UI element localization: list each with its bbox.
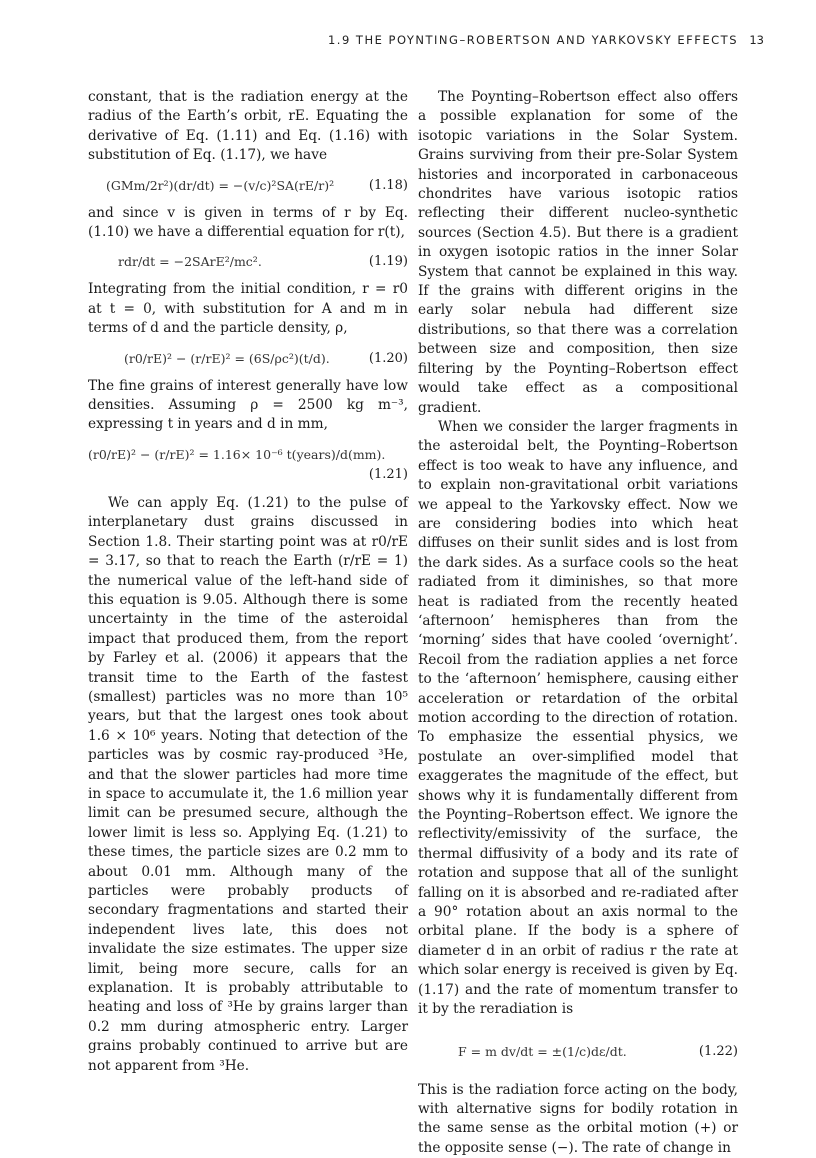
right-column bbox=[418, 88, 738, 1158]
equation-1-21 bbox=[88, 445, 408, 485]
equation-expression: F = m dv/dt = ±(1/c)dε/dt. bbox=[458, 1042, 627, 1061]
paragraph: We can apply Eq. (1.21) to the pulse of interplanetary dust grains discussed in Section 1.8. Their starting point was at r0/rE = 3.17, so that to reach the Earth (r/rE = 1) the numerical value of the left-hand side of this equation is 9.05. Although there is some uncertainty in the time of the asteroidal impact that produced them, from the report by Farley et al. (2006) it appears that the transit time to the Earth of the fastest (smallest) particles was no more than 10⁵ years, but that the largest ones took about 1.6 × 10⁶ years. Noting that detection of the particles was by cosmic ray-produced ³He, and that the slower particles had more time in space to accumulate it, the 1.6 million year limit can be presumed secure, although the lower limit is less so. Applying Eq. (1.21) to these times, the particle sizes are 0.2 mm to about 0.01 mm. Although many of the particles were probably products of secondary fragmentations and started their independent lives late, this does not invalidate the size estimates. The upper size limit, being more secure, calls for an explanation. It is probably attributable to heating and loss of ³He by grains larger than 0.2 mm during atmospheric entry. Larger grains probably continued to arrive but are not apparent from ³He. bbox=[88, 494, 408, 1076]
equation-expression: (r0/rE)² − (r/rE)² = (6S/ρc²)(t/d). bbox=[124, 349, 330, 368]
equation-number: (1.20) bbox=[369, 349, 408, 368]
equation-number: (1.19) bbox=[369, 252, 408, 271]
equation-number: (1.18) bbox=[369, 176, 408, 195]
running-title: 1.9 THE POYNTING–ROBERTSON AND YARKOVSKY EFFECTS bbox=[328, 33, 738, 47]
equation-1-22 bbox=[418, 1042, 738, 1061]
running-header bbox=[0, 33, 816, 53]
equation-1-18 bbox=[88, 176, 408, 195]
paragraph: This is the radiation force acting on the body, with alternative signs for bodily rotation in the same sense as the orbital motion (+) or the opposite sense (−). The rate of change in bbox=[418, 1081, 738, 1158]
left-column bbox=[88, 88, 408, 1076]
equation-expression: rdr/dt = −2SArE²/mc². bbox=[118, 252, 262, 271]
page-number: 13 bbox=[749, 33, 764, 47]
equation-number: (1.21) bbox=[369, 465, 408, 484]
paragraph: constant, that is the radiation energy at the radius of the Earth’s orbit, rE. Equating the derivative of Eq. (1.11) and Eq. (1.16) with substitution of Eq. (1.17), we have bbox=[88, 88, 408, 166]
paragraph: The Poynting–Robertson effect also offers a possible explanation for some of the isotopic variations in the Solar System. Grains surviving from their pre-Solar System histories and incorporated in carbonaceous chondrites have various isotopic ratios reflecting their different nucleo-synthetic sources (Section 4.5). But there is a gradient in oxygen isotopic ratios in the inner Solar System that cannot be explained in this way. If the grains with different origins in the early solar nebula had different size distributions, so that there was a correlation between size and composition, then size filtering by the Poynting–Robertson effect would take effect as a compositional gradient. bbox=[418, 88, 738, 418]
paragraph: Integrating from the initial condition, r = r0 at t = 0, with substitution for A and m in terms of d and the particle density, ρ, bbox=[88, 280, 408, 338]
paragraph: The fine grains of interest generally have low densities. Assuming ρ = 2500 kg m⁻³, expressing t in years and d in mm, bbox=[88, 377, 408, 435]
equation-1-19 bbox=[88, 252, 408, 271]
paragraph: and since v is given in terms of r by Eq. (1.10) we have a differential equation for r(t), bbox=[88, 204, 408, 243]
paragraph: When we consider the larger fragments in the asteroidal belt, the Poynting–Robertson effect is too weak to have any influence, and to explain non-gravitational orbit variations we appeal to the Yarkovsky effect. Now we are considering bodies into which heat diffuses on their sunlit sides and is lost from the dark sides. As a surface cools so the heat radiated from it diminishes, so that more heat is radiated from the recently heated ‘afternoon’ hemispheres than from the ‘morning’ sides that have cooled ‘overnight’. Recoil from the radiation applies a net force to the ‘afternoon’ hemisphere, causing either acceleration or retardation of the orbital motion according to the direction of rotation. To emphasize the essential physics, we postulate an over-simplified model that exaggerates the magnitude of the effect, but shows why it is fundamentally different from the Poynting–Robertson effect. We ignore the reflectivity/emissivity of the surface, the thermal diffusivity of a body and its rate of rotation and suppose that all of the sunlight falling on it is absorbed and re-radiated after a 90° rotation about an axis normal to the orbital plane. If the body is a sphere of diameter d in an orbit of radius r the rate at which solar energy is received is given by Eq. (1.17) and the rate of momentum transfer to it by the reradiation is bbox=[418, 418, 738, 1020]
equation-1-20 bbox=[88, 349, 408, 368]
equation-expression: (r0/rE)² − (r/rE)² = 1.16× 10⁻⁶ t(years)/d(mm). bbox=[88, 445, 385, 464]
equation-number: (1.22) bbox=[699, 1042, 738, 1061]
equation-expression: (GMm/2r²)(dr/dt) = −(v/c)²SA(rE/r)² bbox=[106, 176, 334, 195]
